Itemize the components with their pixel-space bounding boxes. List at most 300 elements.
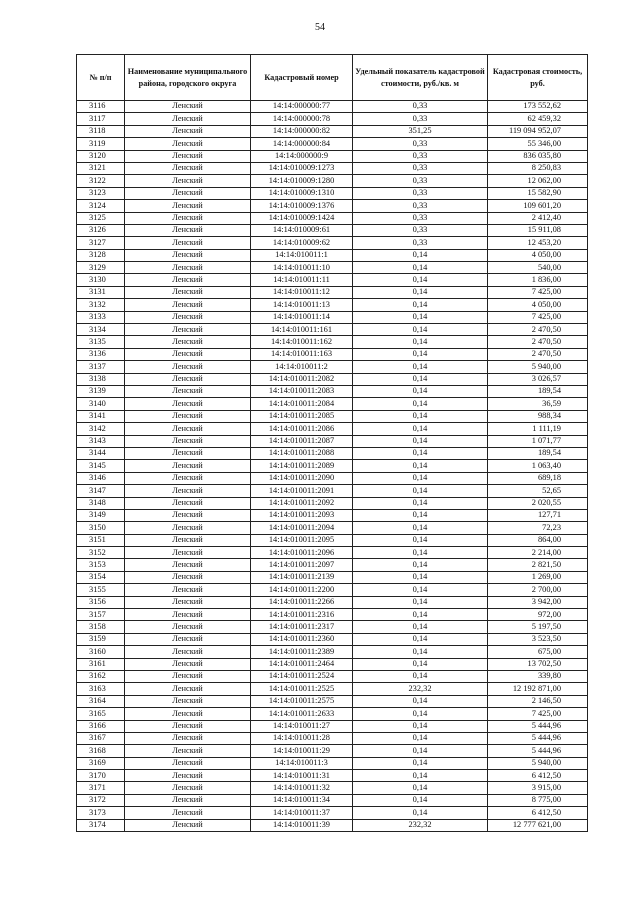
unit-value-cell: 0,14	[353, 324, 488, 336]
unit-value-cell: 0,14	[353, 361, 488, 373]
table-row	[77, 262, 588, 274]
row-number-cell: 3173	[77, 807, 125, 819]
cadastral-cost-cell: 972,00	[488, 609, 588, 621]
row-number-cell: 3135	[77, 336, 125, 348]
cadastral-cost-cell: 5 444,96	[488, 745, 588, 757]
unit-value-cell: 0,14	[353, 559, 488, 571]
row-number-cell: 3141	[77, 410, 125, 422]
row-number-cell: 3156	[77, 596, 125, 608]
row-number-cell: 3138	[77, 373, 125, 385]
row-number-cell: 3131	[77, 286, 125, 298]
unit-value-cell: 0,14	[353, 732, 488, 744]
cadastral-number-cell: 14:14:010011:2093	[251, 509, 353, 521]
cadastral-number-cell: 14:14:010011:2139	[251, 571, 353, 583]
cadastral-number-cell: 14:14:010011:28	[251, 732, 353, 744]
municipality-cell: Ленский	[125, 609, 251, 621]
unit-value-cell: 0,14	[353, 509, 488, 521]
municipality-cell: Ленский	[125, 584, 251, 596]
table-row	[77, 472, 588, 484]
cadastral-number-cell: 14:14:010011:2200	[251, 584, 353, 596]
row-number-cell: 3137	[77, 361, 125, 373]
cadastral-number-cell: 14:14:010009:1310	[251, 187, 353, 199]
municipality-cell: Ленский	[125, 547, 251, 559]
table-row	[77, 249, 588, 261]
cadastral-cost-cell: 2 214,00	[488, 547, 588, 559]
cadastral-number-cell: 14:14:010011:2097	[251, 559, 353, 571]
unit-value-cell: 0,14	[353, 385, 488, 397]
cadastral-cost-cell: 72,23	[488, 522, 588, 534]
unit-value-cell: 0,33	[353, 138, 488, 150]
cadastral-number-cell: 14:14:010011:2084	[251, 398, 353, 410]
unit-value-cell: 0,14	[353, 286, 488, 298]
unit-value-cell: 232,32	[353, 683, 488, 695]
unit-value-cell: 0,14	[353, 770, 488, 782]
cadastral-cost-cell: 2 821,50	[488, 559, 588, 571]
table-row	[77, 584, 588, 596]
municipality-cell: Ленский	[125, 410, 251, 422]
cadastral-cost-cell: 1 071,77	[488, 435, 588, 447]
row-number-cell: 3164	[77, 695, 125, 707]
municipality-cell: Ленский	[125, 212, 251, 224]
municipality-cell: Ленский	[125, 274, 251, 286]
municipality-cell: Ленский	[125, 200, 251, 212]
cadastral-cost-cell: 119 094 952,07	[488, 125, 588, 137]
row-number-cell: 3139	[77, 385, 125, 397]
unit-value-cell: 0,14	[353, 522, 488, 534]
page-number: 54	[315, 22, 325, 33]
table-row	[77, 547, 588, 559]
table-row	[77, 695, 588, 707]
row-number-cell: 3142	[77, 423, 125, 435]
table-row	[77, 125, 588, 137]
cadastral-number-cell: 14:14:010011:2524	[251, 670, 353, 682]
table-row	[77, 571, 588, 583]
cadastral-cost-cell: 5 197,50	[488, 621, 588, 633]
cadastral-cost-cell: 4 050,00	[488, 299, 588, 311]
cadastral-number-cell: 14:14:000000:82	[251, 125, 353, 137]
table-row	[77, 311, 588, 323]
cadastral-number-cell: 14:14:010011:32	[251, 782, 353, 794]
cadastral-number-cell: 14:14:010011:2088	[251, 447, 353, 459]
cadastral-number-cell: 14:14:010009:61	[251, 224, 353, 236]
row-number-cell: 3174	[77, 819, 125, 831]
table-row	[77, 200, 588, 212]
table-row	[77, 819, 588, 831]
municipality-cell: Ленский	[125, 670, 251, 682]
unit-value-cell: 0,14	[353, 757, 488, 769]
cadastral-cost-cell: 3 523,50	[488, 633, 588, 645]
municipality-cell: Ленский	[125, 423, 251, 435]
cadastral-cost-cell: 988,34	[488, 410, 588, 422]
row-number-cell: 3124	[77, 200, 125, 212]
row-number-cell: 3165	[77, 708, 125, 720]
unit-value-cell: 0,14	[353, 336, 488, 348]
table-row	[77, 596, 588, 608]
municipality-cell: Ленский	[125, 794, 251, 806]
cadastral-cost-cell: 8 250,83	[488, 162, 588, 174]
table-row	[77, 559, 588, 571]
unit-value-cell: 0,14	[353, 299, 488, 311]
unit-value-cell: 0,14	[353, 658, 488, 670]
table-row	[77, 324, 588, 336]
municipality-cell: Ленский	[125, 262, 251, 274]
row-number-cell: 3144	[77, 447, 125, 459]
table-row	[77, 224, 588, 236]
cadastral-number-cell: 14:14:010009:1424	[251, 212, 353, 224]
cadastral-number-cell: 14:14:010011:163	[251, 348, 353, 360]
table-row	[77, 807, 588, 819]
cadastral-cost-cell: 5 444,96	[488, 720, 588, 732]
municipality-cell: Ленский	[125, 807, 251, 819]
table-row	[77, 770, 588, 782]
municipality-cell: Ленский	[125, 138, 251, 150]
table-row	[77, 113, 588, 125]
cadastral-number-cell: 14:14:010011:29	[251, 745, 353, 757]
cadastral-cost-cell: 52,65	[488, 485, 588, 497]
cadastral-number-cell: 14:14:010011:2092	[251, 497, 353, 509]
cadastral-number-cell: 14:14:000000:77	[251, 101, 353, 113]
table-row	[77, 460, 588, 472]
row-number-cell: 3157	[77, 609, 125, 621]
unit-value-cell: 0,33	[353, 212, 488, 224]
cadastral-cost-cell: 1 836,00	[488, 274, 588, 286]
row-number-cell: 3136	[77, 348, 125, 360]
table-row	[77, 633, 588, 645]
row-number-cell: 3134	[77, 324, 125, 336]
row-number-cell: 3162	[77, 670, 125, 682]
unit-value-cell: 0,14	[353, 435, 488, 447]
table-row	[77, 373, 588, 385]
row-number-cell: 3166	[77, 720, 125, 732]
cadastral-cost-cell: 36,59	[488, 398, 588, 410]
cadastral-cost-cell: 12 062,00	[488, 175, 588, 187]
unit-value-cell: 0,33	[353, 101, 488, 113]
municipality-cell: Ленский	[125, 324, 251, 336]
row-number-cell: 3118	[77, 125, 125, 137]
unit-value-cell: 0,14	[353, 373, 488, 385]
row-number-cell: 3119	[77, 138, 125, 150]
row-number-cell: 3163	[77, 683, 125, 695]
municipality-cell: Ленский	[125, 385, 251, 397]
municipality-cell: Ленский	[125, 373, 251, 385]
cadastral-cost-cell: 6 412,50	[488, 807, 588, 819]
cadastral-number-cell: 14:14:010011:2091	[251, 485, 353, 497]
table-row	[77, 138, 588, 150]
table-row	[77, 175, 588, 187]
unit-value-cell: 0,14	[353, 720, 488, 732]
cadastral-cost-cell: 2 020,55	[488, 497, 588, 509]
cadastral-cost-cell: 1 269,00	[488, 571, 588, 583]
cadastral-number-cell: 14:14:010011:2360	[251, 633, 353, 645]
municipality-cell: Ленский	[125, 361, 251, 373]
row-number-cell: 3143	[77, 435, 125, 447]
cadastral-cost-cell: 4 050,00	[488, 249, 588, 261]
row-number-cell: 3120	[77, 150, 125, 162]
unit-value-cell: 0,33	[353, 113, 488, 125]
table-row	[77, 361, 588, 373]
cadastral-cost-cell: 7 425,00	[488, 286, 588, 298]
cadastral-number-cell: 14:14:000000:9	[251, 150, 353, 162]
cadastral-cost-cell: 12 453,20	[488, 237, 588, 249]
cadastral-number-cell: 14:14:010011:2085	[251, 410, 353, 422]
unit-value-cell: 0,14	[353, 447, 488, 459]
table-row	[77, 794, 588, 806]
cadastral-cost-cell: 339,80	[488, 670, 588, 682]
cadastral-cost-cell: 5 444,96	[488, 732, 588, 744]
table-row	[77, 348, 588, 360]
table-row	[77, 150, 588, 162]
cadastral-number-cell: 14:14:010011:27	[251, 720, 353, 732]
unit-value-cell: 0,14	[353, 472, 488, 484]
row-number-cell: 3170	[77, 770, 125, 782]
table-row	[77, 522, 588, 534]
table-row	[77, 745, 588, 757]
cadastral-number-cell: 14:14:010011:2389	[251, 646, 353, 658]
table-row	[77, 683, 588, 695]
table-row	[77, 187, 588, 199]
row-number-cell: 3122	[77, 175, 125, 187]
municipality-cell: Ленский	[125, 732, 251, 744]
table-row	[77, 385, 588, 397]
unit-value-cell: 0,14	[353, 460, 488, 472]
unit-value-cell: 0,14	[353, 547, 488, 559]
municipality-cell: Ленский	[125, 435, 251, 447]
municipality-cell: Ленский	[125, 311, 251, 323]
cadastral-cost-cell: 1 063,40	[488, 460, 588, 472]
municipality-cell: Ленский	[125, 398, 251, 410]
municipality-cell: Ленский	[125, 237, 251, 249]
row-number-cell: 3123	[77, 187, 125, 199]
unit-value-cell: 0,14	[353, 794, 488, 806]
cadastral-number-cell: 14:14:010011:31	[251, 770, 353, 782]
cadastral-cost-cell: 2 470,50	[488, 348, 588, 360]
row-number-cell: 3168	[77, 745, 125, 757]
cadastral-number-cell: 14:14:010011:2095	[251, 534, 353, 546]
row-number-cell: 3133	[77, 311, 125, 323]
unit-value-cell: 0,14	[353, 695, 488, 707]
row-number-cell: 3161	[77, 658, 125, 670]
municipality-cell: Ленский	[125, 534, 251, 546]
cadastral-cost-cell: 864,00	[488, 534, 588, 546]
cadastral-cost-cell: 2 470,50	[488, 336, 588, 348]
table-row	[77, 497, 588, 509]
municipality-cell: Ленский	[125, 571, 251, 583]
cadastral-cost-cell: 7 425,00	[488, 708, 588, 720]
cadastral-cost-cell: 5 940,00	[488, 757, 588, 769]
table-row	[77, 101, 588, 113]
unit-value-cell: 351,25	[353, 125, 488, 137]
table-body	[77, 101, 588, 832]
table-row	[77, 212, 588, 224]
table-row	[77, 423, 588, 435]
table-row	[77, 621, 588, 633]
municipality-cell: Ленский	[125, 621, 251, 633]
unit-value-cell: 0,14	[353, 745, 488, 757]
row-number-cell: 3150	[77, 522, 125, 534]
cadastral-number-cell: 14:14:010011:14	[251, 311, 353, 323]
table-row	[77, 274, 588, 286]
cadastral-number-cell: 14:14:010011:39	[251, 819, 353, 831]
row-number-cell: 3121	[77, 162, 125, 174]
table-row	[77, 732, 588, 744]
cadastral-cost-cell: 3 915,00	[488, 782, 588, 794]
table-row	[77, 447, 588, 459]
table-row	[77, 162, 588, 174]
cadastral-number-cell: 14:14:010011:161	[251, 324, 353, 336]
row-number-cell: 3148	[77, 497, 125, 509]
municipality-cell: Ленский	[125, 770, 251, 782]
municipality-cell: Ленский	[125, 633, 251, 645]
cadastral-number-cell: 14:14:010011:162	[251, 336, 353, 348]
row-number-cell: 3147	[77, 485, 125, 497]
municipality-cell: Ленский	[125, 819, 251, 831]
cadastral-number-cell: 14:14:010011:2096	[251, 547, 353, 559]
table-row	[77, 398, 588, 410]
row-number-cell: 3127	[77, 237, 125, 249]
row-number-cell: 3126	[77, 224, 125, 236]
row-number-cell: 3149	[77, 509, 125, 521]
cadastral-cost-cell: 127,71	[488, 509, 588, 521]
cadastral-cost-cell: 2 470,50	[488, 324, 588, 336]
row-number-cell: 3172	[77, 794, 125, 806]
unit-value-cell: 0,33	[353, 162, 488, 174]
cadastral-number-cell: 14:14:010011:2083	[251, 385, 353, 397]
row-number-cell: 3130	[77, 274, 125, 286]
cadastral-cost-cell: 7 425,00	[488, 311, 588, 323]
municipality-cell: Ленский	[125, 224, 251, 236]
unit-value-cell: 0,14	[353, 348, 488, 360]
unit-value-cell: 0,33	[353, 175, 488, 187]
row-number-cell: 3151	[77, 534, 125, 546]
table-row	[77, 336, 588, 348]
cadastral-cost-cell: 689,18	[488, 472, 588, 484]
cadastral-cost-cell: 15 911,08	[488, 224, 588, 236]
cadastral-cost-cell: 15 582,90	[488, 187, 588, 199]
cadastral-number-cell: 14:14:010011:2090	[251, 472, 353, 484]
cadastral-cost-cell: 12 777 621,00	[488, 819, 588, 831]
cadastral-number-cell: 14:14:010009:1280	[251, 175, 353, 187]
unit-value-cell: 0,14	[353, 708, 488, 720]
cadastral-cost-cell: 675,00	[488, 646, 588, 658]
cadastral-number-cell: 14:14:010009:1376	[251, 200, 353, 212]
table-row	[77, 757, 588, 769]
municipality-cell: Ленский	[125, 485, 251, 497]
municipality-cell: Ленский	[125, 286, 251, 298]
unit-value-cell: 0,14	[353, 621, 488, 633]
unit-value-cell: 0,14	[353, 584, 488, 596]
row-number-cell: 3140	[77, 398, 125, 410]
header-row-number: № п/п	[77, 55, 125, 101]
municipality-cell: Ленский	[125, 113, 251, 125]
table-row	[77, 670, 588, 682]
unit-value-cell: 0,33	[353, 237, 488, 249]
row-number-cell: 3128	[77, 249, 125, 261]
unit-value-cell: 0,14	[353, 807, 488, 819]
cadastral-number-cell: 14:14:010011:1	[251, 249, 353, 261]
cadastral-cost-cell: 1 111,19	[488, 423, 588, 435]
cadastral-cost-cell: 3 942,00	[488, 596, 588, 608]
municipality-cell: Ленский	[125, 249, 251, 261]
table-row	[77, 782, 588, 794]
unit-value-cell: 0,33	[353, 187, 488, 199]
municipality-cell: Ленский	[125, 162, 251, 174]
cadastral-cost-cell: 2 146,50	[488, 695, 588, 707]
row-number-cell: 3129	[77, 262, 125, 274]
cadastral-number-cell: 14:14:010011:2525	[251, 683, 353, 695]
municipality-cell: Ленский	[125, 187, 251, 199]
cadastral-number-cell: 14:14:010011:34	[251, 794, 353, 806]
municipality-cell: Ленский	[125, 646, 251, 658]
header-municipality: Наименование муниципального района, городского округа	[125, 55, 251, 101]
unit-value-cell: 0,14	[353, 571, 488, 583]
table-row	[77, 720, 588, 732]
cadastral-number-cell: 14:14:010011:2317	[251, 621, 353, 633]
municipality-cell: Ленский	[125, 125, 251, 137]
table-row	[77, 410, 588, 422]
unit-value-cell: 0,14	[353, 274, 488, 286]
cadastral-number-cell: 14:14:010011:2082	[251, 373, 353, 385]
cadastral-number-cell: 14:14:010011:2575	[251, 695, 353, 707]
cadastral-number-cell: 14:14:010011:13	[251, 299, 353, 311]
municipality-cell: Ленский	[125, 175, 251, 187]
municipality-cell: Ленский	[125, 497, 251, 509]
cadastral-cost-cell: 2 412,40	[488, 212, 588, 224]
cadastral-number-cell: 14:14:010011:11	[251, 274, 353, 286]
table-row	[77, 609, 588, 621]
unit-value-cell: 0,14	[353, 609, 488, 621]
unit-value-cell: 0,14	[353, 262, 488, 274]
municipality-cell: Ленский	[125, 596, 251, 608]
municipality-cell: Ленский	[125, 460, 251, 472]
unit-value-cell: 0,14	[353, 633, 488, 645]
table-header-row	[77, 55, 588, 101]
municipality-cell: Ленский	[125, 683, 251, 695]
unit-value-cell: 232,32	[353, 819, 488, 831]
municipality-cell: Ленский	[125, 472, 251, 484]
cadastral-number-cell: 14:14:000000:78	[251, 113, 353, 125]
municipality-cell: Ленский	[125, 509, 251, 521]
municipality-cell: Ленский	[125, 299, 251, 311]
municipality-cell: Ленский	[125, 336, 251, 348]
cadastral-number-cell: 14:14:010011:2266	[251, 596, 353, 608]
cadastral-cost-cell: 6 412,50	[488, 770, 588, 782]
municipality-cell: Ленский	[125, 708, 251, 720]
cadastral-cost-cell: 189,54	[488, 385, 588, 397]
municipality-cell: Ленский	[125, 447, 251, 459]
row-number-cell: 3160	[77, 646, 125, 658]
cadastral-number-cell: 14:14:010009:62	[251, 237, 353, 249]
unit-value-cell: 0,14	[353, 398, 488, 410]
cadastral-number-cell: 14:14:010011:2633	[251, 708, 353, 720]
cadastral-cost-cell: 836 035,80	[488, 150, 588, 162]
table-row	[77, 646, 588, 658]
unit-value-cell: 0,14	[353, 534, 488, 546]
cadastral-cost-cell: 540,00	[488, 262, 588, 274]
municipality-cell: Ленский	[125, 658, 251, 670]
cadastral-cost-cell: 5 940,00	[488, 361, 588, 373]
row-number-cell: 3117	[77, 113, 125, 125]
unit-value-cell: 0,14	[353, 410, 488, 422]
municipality-cell: Ленский	[125, 522, 251, 534]
table-row	[77, 708, 588, 720]
cadastral-number-cell: 14:14:000000:84	[251, 138, 353, 150]
unit-value-cell: 0,33	[353, 200, 488, 212]
municipality-cell: Ленский	[125, 720, 251, 732]
table-row	[77, 534, 588, 546]
row-number-cell: 3132	[77, 299, 125, 311]
cadastral-number-cell: 14:14:010011:3	[251, 757, 353, 769]
cadastral-number-cell: 14:14:010011:12	[251, 286, 353, 298]
